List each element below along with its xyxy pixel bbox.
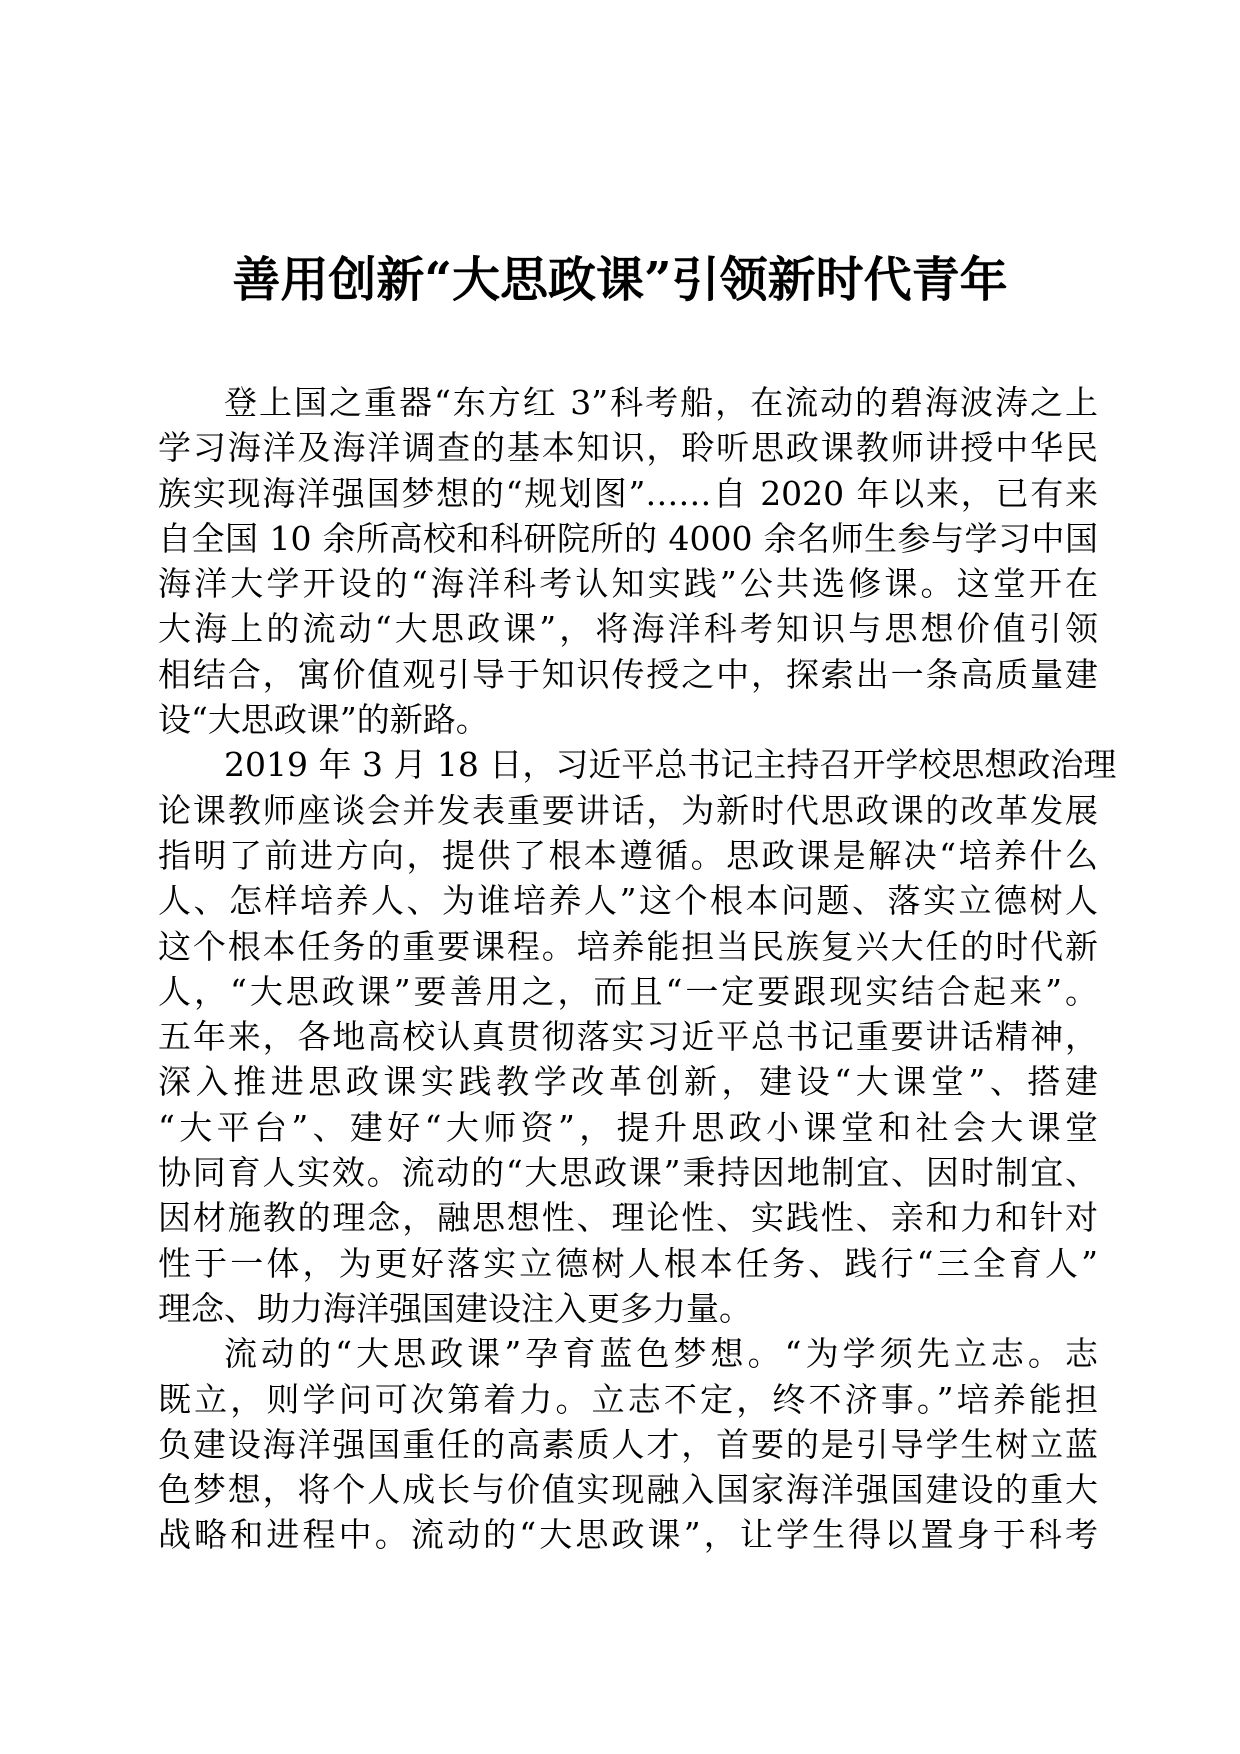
text-line: 设“大思政课”的新路。 (158, 700, 489, 740)
text-line: 五年来，各地高校认真贯彻落实习近平总书记重要讲话精神， (158, 1017, 1098, 1057)
text-line: 性于一体，为更好落实立德树人根本任务、践行“三全育人” (158, 1243, 1098, 1283)
text-line: 相结合，寓价值观引导于知识传授之中，探索出一条高质量建 (158, 654, 1098, 694)
paragraph-2 (158, 742, 1117, 1331)
text-line: 既立，则学问可次第着力。立志不定，终不济事。”培养能担 (158, 1379, 1098, 1419)
text-line: 自全国 10 余所高校和科研院所的 4000 余名师生参与学习中国 (158, 518, 1098, 558)
text-line: 海洋大学开设的“海洋科考认知实践”公共选修课。这堂开在 (158, 564, 1098, 604)
text-line: 人，“大思政课”要善用之，而且“一定要跟现实结合起来”。 (158, 971, 1098, 1011)
document-body (158, 380, 1117, 1558)
document-title: 善用创新“大思政课”引领新时代青年 (232, 252, 1008, 308)
text-line: 2019 年 3 月 18 日，习近平总书记主持召开学校思想政治理 (224, 745, 1117, 785)
text-line: 战略和进程中。流动的“大思政课”，让学生得以置身于科考 (158, 1515, 1098, 1555)
text-line: 理念、助力海洋强国建设注入更多力量。 (158, 1288, 752, 1328)
text-line: 族实现海洋强国梦想的“规划图”……自 2020 年以来，已有来 (158, 473, 1098, 513)
text-line: “大平台”、建好“大师资”，提升思政小课堂和社会大课堂 (158, 1107, 1098, 1147)
text-line: 色梦想，将个人成长与价值实现融入国家海洋强国建设的重大 (158, 1470, 1098, 1510)
paragraph-3 (158, 1331, 1098, 1557)
text-line: 深入推进思政课实践教学改革创新，建设“大课堂”、搭建 (158, 1062, 1098, 1102)
text-line: 流动的“大思政课”孕育蓝色梦想。“为学须先立志。志 (224, 1334, 1098, 1374)
text-line: 大海上的流动“大思政课”，将海洋科考知识与思想价值引领 (158, 609, 1098, 649)
text-line: 指明了前进方向，提供了根本遵循。思政课是解决“培养什么 (158, 835, 1098, 875)
text-line: 登上国之重器“东方红 3”科考船，在流动的碧海波涛之上 (224, 383, 1098, 422)
text-line: 学习海洋及海洋调查的基本知识，聆听思政课教师讲授中华民 (158, 428, 1098, 468)
text-line: 人、怎样培养人、为谁培养人”这个根本问题、落实立德树人 (158, 881, 1098, 921)
text-line: 这个根本任务的重要课程。培养能担当民族复兴大任的时代新 (158, 926, 1098, 966)
text-line: 论课教师座谈会并发表重要讲话，为新时代思政课的改革发展 (158, 790, 1098, 830)
text-line: 负建设海洋强国重任的高素质人才，首要的是引导学生树立蓝 (158, 1424, 1098, 1464)
text-line: 协同育人实效。流动的“大思政课”秉持因地制宜、因时制宜、 (158, 1153, 1098, 1193)
paragraph-1 (158, 380, 1098, 742)
text-line: 因材施教的理念，融思想性、理论性、实践性、亲和力和针对 (158, 1198, 1098, 1238)
